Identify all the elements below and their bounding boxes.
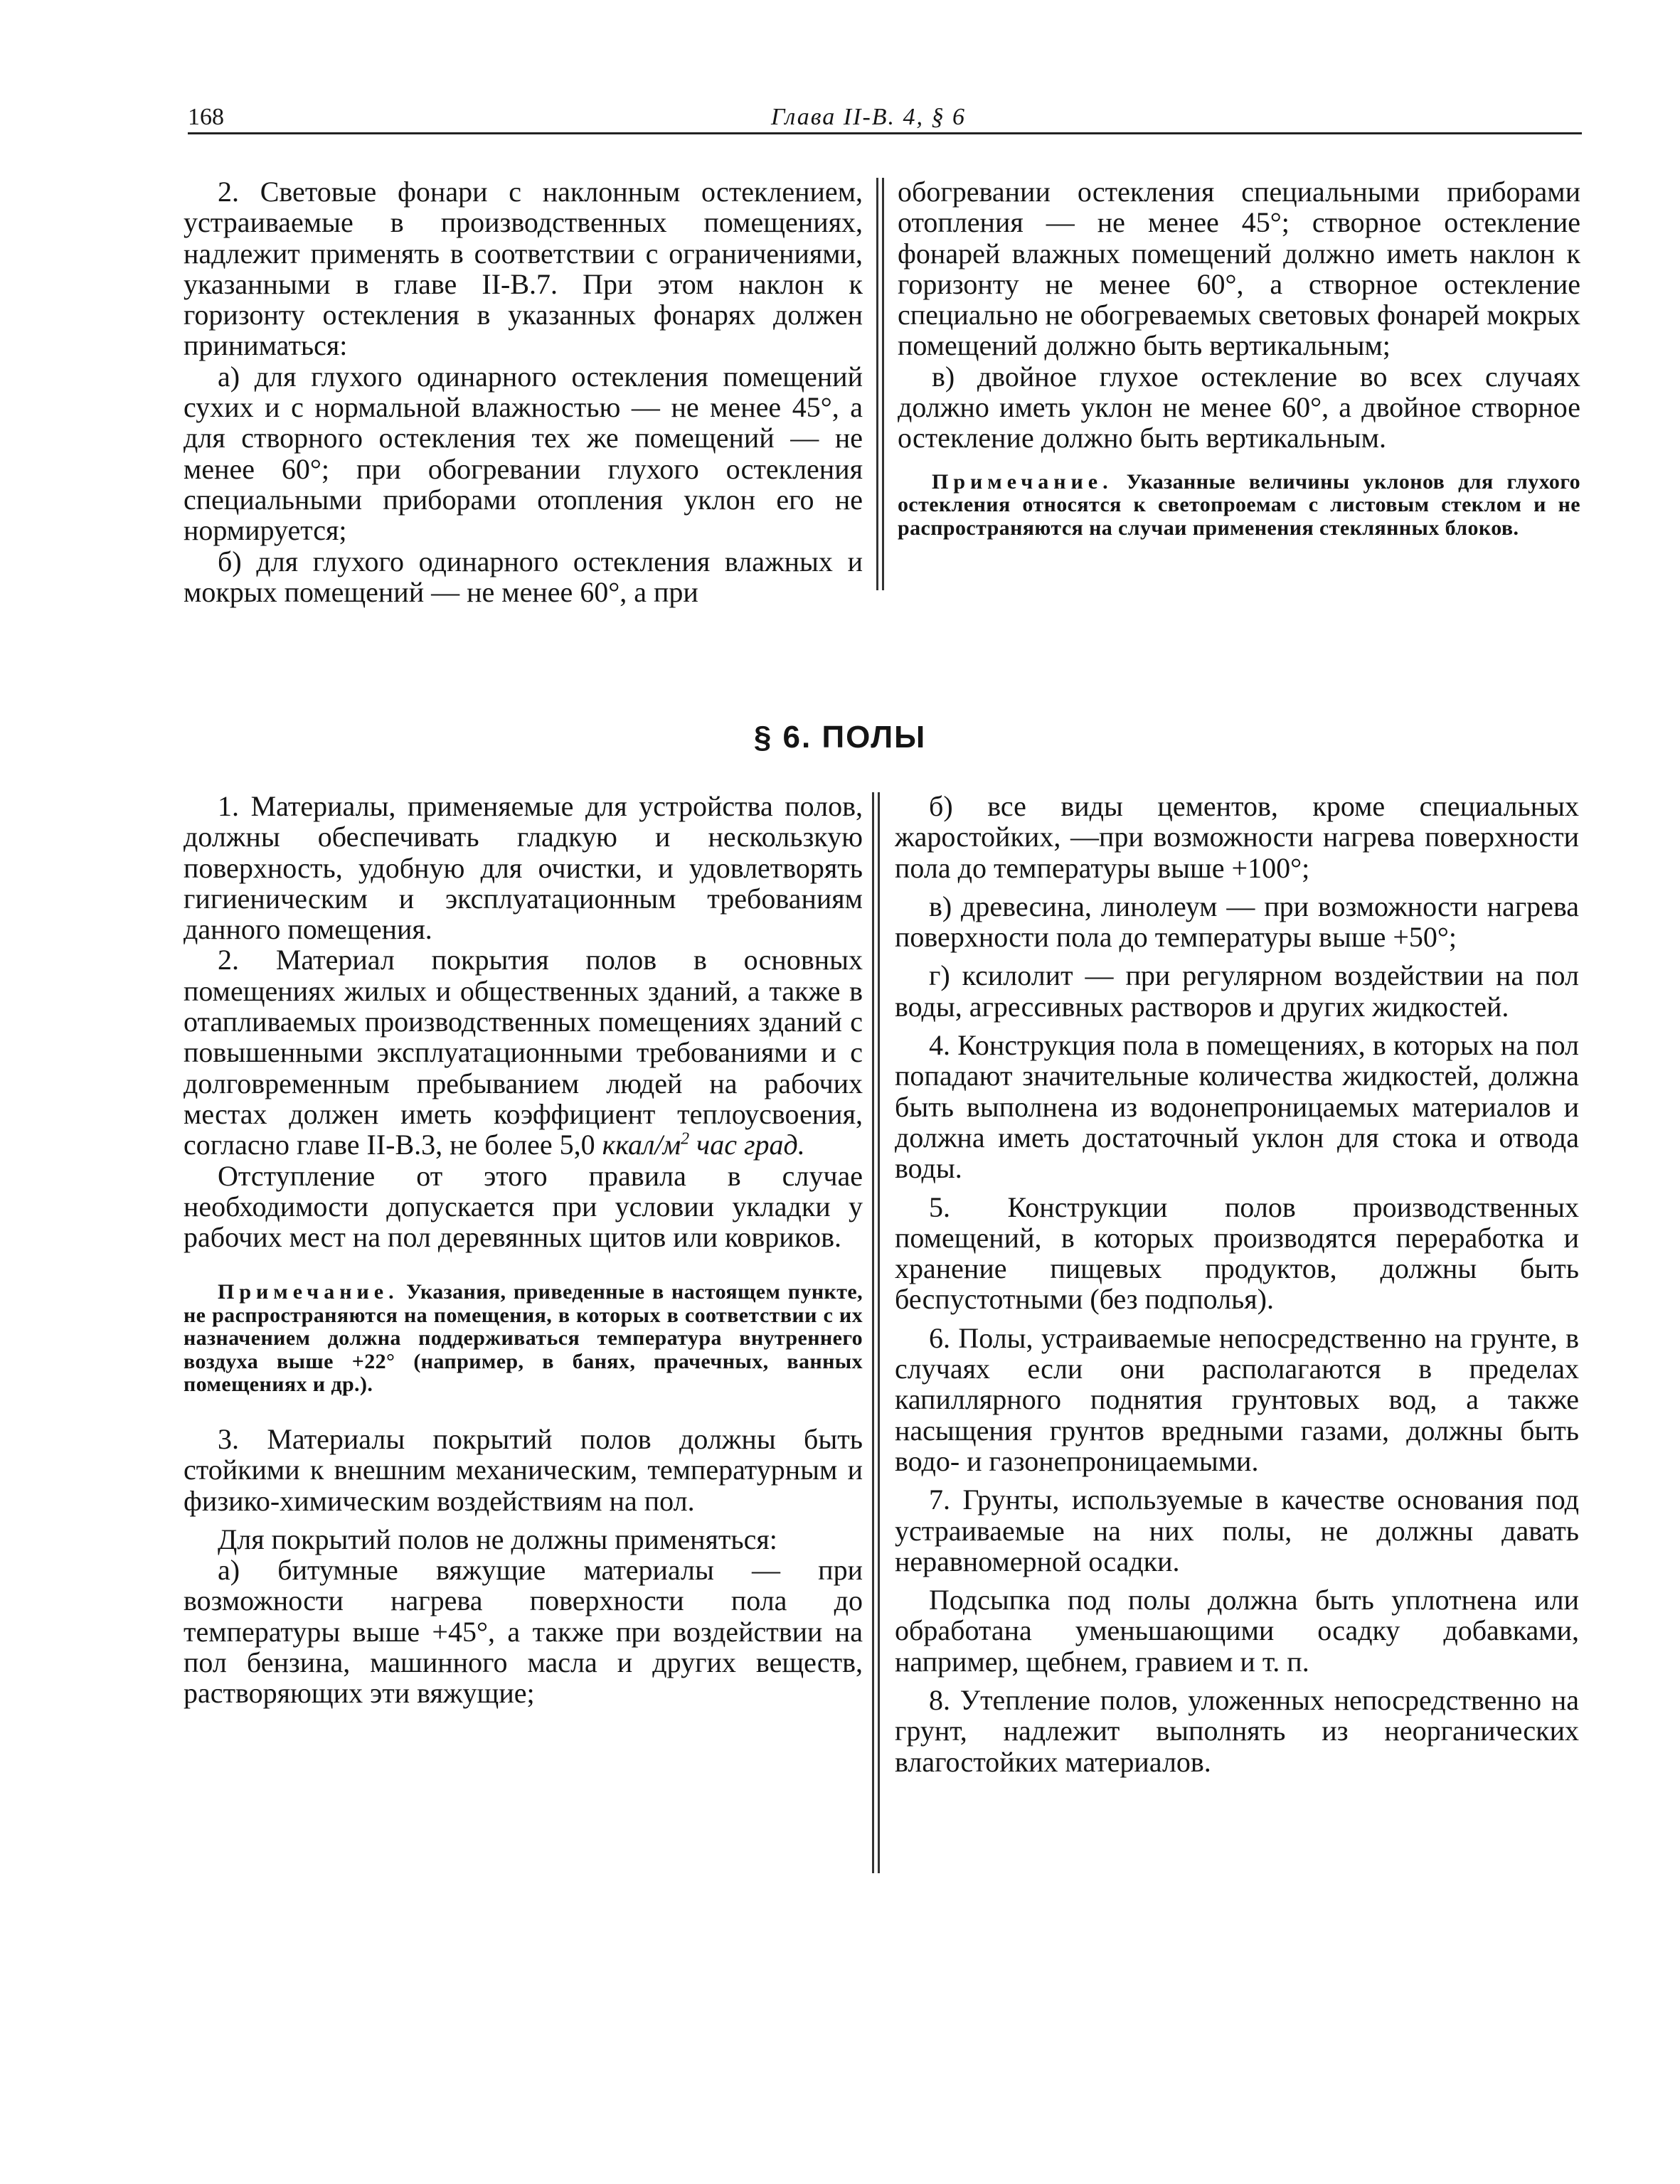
paragraph: б) для глухого одинарного остекления влажных и мокрых помещений — не менее 60°, а при bbox=[184, 545, 863, 608]
paragraph: г) ксилолит — при регулярном воздействии на пол воды, агрессивных растворов и других жидкостей. bbox=[895, 959, 1579, 1023]
paragraph: Отступление от этого правила в случае необходимости допускается при условии укладки у рабочих мест на пол деревянных щитов или ковриков. bbox=[184, 1159, 863, 1254]
paragraph: Подсыпка под полы должна быть уплотнена или обработана уменьшающими осадку добавками, например, щебнем, гравием и т. п. bbox=[895, 1584, 1579, 1678]
note-text: Указанные величины уклонов для глухого остекления относятся к светопроемам с листовым стеклом и не распространяются на случаи применения стеклянных блоков. bbox=[898, 469, 1580, 540]
column-divider bbox=[872, 792, 874, 1873]
paragraph: 7. Грунты, используемые в качестве основания под устраиваемые на них полы, не должны давать неравномерной осадки. bbox=[895, 1483, 1579, 1577]
paragraph: 5. Конструкции полов производственных помещений, в которых производятся переработка и хранение пищевых продуктов, должны быть беспустотными (без подполья). bbox=[895, 1190, 1579, 1316]
note-lead: Примечание. bbox=[932, 469, 1113, 494]
column-divider bbox=[876, 178, 878, 590]
paragraph: в) древесина, линолеум — при возможности нагрева поверхности пола до температуры выше +50°; bbox=[895, 890, 1579, 954]
unit-exponent: 2 bbox=[681, 1129, 690, 1149]
running-title: Глава II-В. 4, § 6 bbox=[771, 104, 967, 130]
paragraph bbox=[184, 944, 863, 1160]
note-lead: Примечание. bbox=[218, 1280, 399, 1304]
top-right-column bbox=[898, 176, 1580, 540]
bottom-left-column bbox=[184, 791, 863, 1709]
unit bbox=[602, 1129, 805, 1161]
section-title: § 6. ПОЛЫ bbox=[753, 720, 927, 755]
unit-text: ккал/м bbox=[602, 1129, 681, 1161]
paragraph: Для покрытий полов не должны применяться: bbox=[218, 1523, 777, 1555]
paragraph: 3. Материалы покрытий полов должны быть стойкими к внешним механическим, температурным и физико-химическим воздействиям на пол. bbox=[184, 1422, 863, 1517]
paragraph: обогревании остекления специальными приборами отопления — не менее 45°; створное остекление фонарей влажных помещений должно иметь наклон к горизонту не менее 60°, а створное остекление специально не обогреваемых световых фонарей мокрых помещений должно быть вертикальным; bbox=[898, 176, 1580, 362]
note-text: Указания, приведенные в настоящем пункте, не распространяются на помещения, в которых в соответствии с их назначением должна поддерживаться температура внутреннего воздуха выше +22° (например, в банях, прачечных, ванных помещениях и др.). bbox=[184, 1280, 863, 1397]
unit-text: час град. bbox=[689, 1129, 805, 1161]
paragraph: а) для глухого одинарного остекления помещений сухих и с нормальной влажностью — не менее 45°, а для створного остекления тех же помещений — не менее 60°; при обогревании глухого остекления специальными приборами отопления уклон его не нормируется; bbox=[184, 360, 863, 547]
paragraph: 6. Полы, устраиваемые непосредственно на грунте, в случаях если они располагаются в пределах капиллярного поднятия грунтовых вод, а также насыщения грунтов вредными газами, должны быть водо- и газонепроницаемыми. bbox=[895, 1321, 1579, 1477]
paragraph-text: 2. Материал покрытия полов в основных помещениях жилых и общественных зданий, а также в отапливаемых производственных помещениях зданий с повышенными эксплуатационными требованиями и с долговременным пребыванием людей на рабочих местах должен иметь коэффициент теплоусвоения, согласно главе II-В.3, не более 5,0 bbox=[184, 944, 863, 1161]
top-left-column bbox=[184, 176, 863, 607]
column-divider bbox=[882, 178, 884, 590]
note bbox=[898, 471, 1580, 540]
paragraph: б) все виды цементов, кроме специальных жаростойких, —при возможности нагрева поверхности пола до температуры выше +100°; bbox=[895, 790, 1579, 884]
paragraph: а) битумные вяжущие материалы — при возможности нагрева поверхности пола до температуры выше +45°, а также при воздействии на пол бензина, машинного масла и других веществ, растворяющих эти вяжущие; bbox=[184, 1554, 863, 1710]
paragraph: в) двойное глухое остекление во всех случаях должно иметь уклон не менее 60°, а двойное створное остекление должно быть вертикальным. bbox=[898, 360, 1580, 454]
page-header bbox=[188, 104, 1582, 134]
bottom-right-column bbox=[895, 791, 1579, 1777]
page-number: 168 bbox=[188, 104, 224, 130]
paragraph: 1. Материалы, применяемые для устройства полов, должны обеспечивать гладкую и нескользкую поверхность, удобную для очистки, и удовлетворять гигиеническим и эксплуатационным требованиям данного помещения. bbox=[184, 790, 863, 946]
column-divider bbox=[878, 792, 880, 1873]
paragraph: 2. Световые фонари с наклонным остеклением, устраиваемые в производственных помещениях, надлежит применять в соответствии с ограничениями, указанными в главе II-В.7. При этом наклон к горизонту остекления в указанных фонарях должен приниматься: bbox=[184, 176, 863, 362]
paragraph: 8. Утепление полов, уложенных непосредственно на грунт, надлежит выполнять из неорганических влагостойких материалов. bbox=[895, 1684, 1579, 1778]
paragraph: 4. Конструкция пола в помещениях, в которых на пол попадают значительные количества жидкостей, должна быть выполнена из водонепроницаемых материалов и должна иметь достаточный уклон для стока и отвода воды. bbox=[895, 1029, 1579, 1185]
note bbox=[184, 1281, 863, 1397]
